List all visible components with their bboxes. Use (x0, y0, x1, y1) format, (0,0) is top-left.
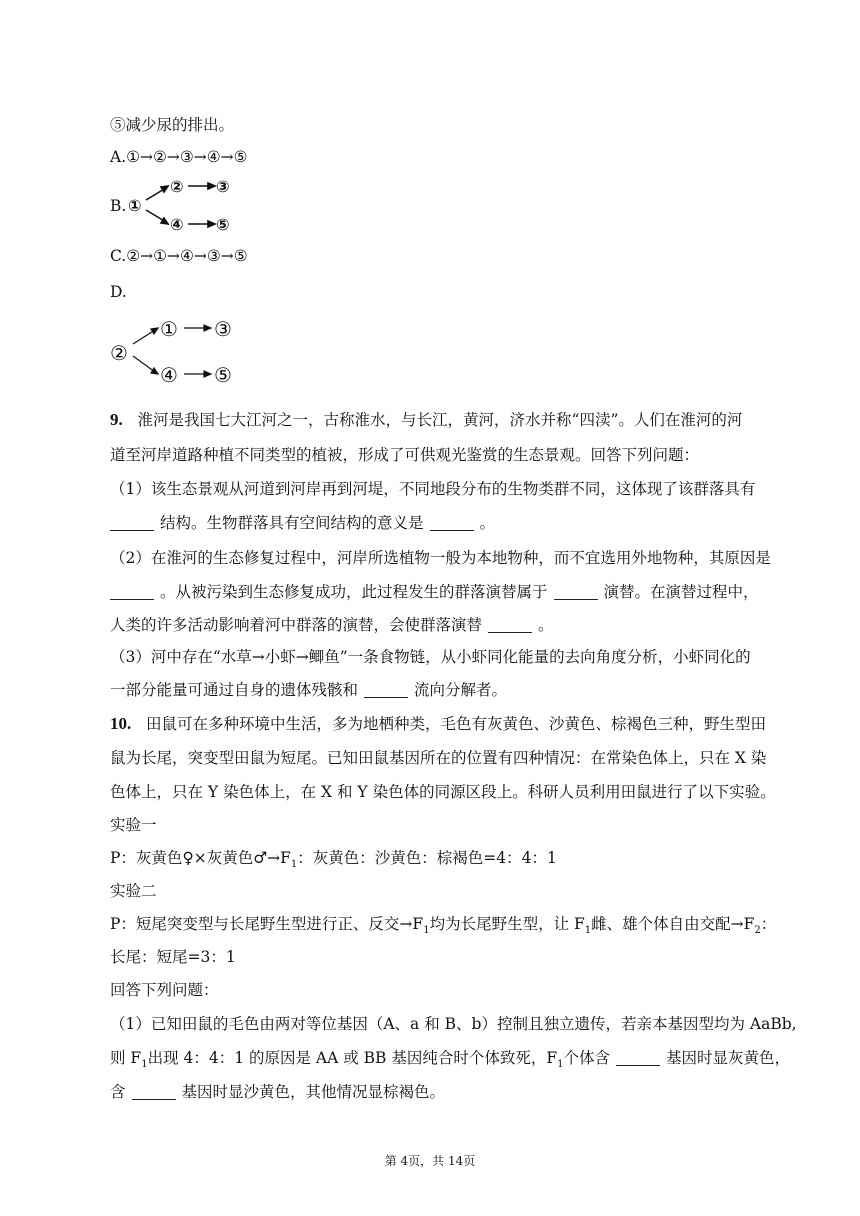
d-arrowhead-4-5 (204, 371, 211, 377)
q9-number: 9. (110, 410, 123, 429)
q9-part3-line-1: （3）河中存在“水草→小虾→鲫鱼”一条食物链，从小虾同化能量的去向角度分析，小虾同化的 (110, 648, 751, 666)
q10-exp2-line-1 (110, 912, 776, 936)
q10-number: 10. (110, 714, 132, 733)
d-arrowhead-2-1 (151, 328, 158, 334)
q8-tail: ⑤减少尿的排出。 (110, 116, 235, 134)
q9-part2-line-2 (110, 580, 759, 602)
d-node-1: ① (160, 317, 178, 341)
q10-part1-text-2a: 则 F (110, 1049, 142, 1067)
d-node-3: ③ (214, 317, 232, 341)
d-node-5: ⑤ (214, 363, 232, 386)
q9-part1-text-2b: 。 (479, 514, 496, 532)
q10-part1-text-3a: 含 (110, 1083, 126, 1101)
q9-part1-text-2a: 结构。生物群落具有空间结构的意义是 (160, 514, 424, 532)
q8-option-d-label: D. (110, 283, 127, 301)
q10-exp1-sub: 1 (290, 859, 298, 871)
q10-intro-text-1: 田鼠可在多种环境中生活，多为地栖种类，毛色有灰黄色、沙黄色、棕褐色三种，野生型田 (146, 715, 767, 733)
q9-part3-line-2 (110, 678, 507, 700)
page-footer: 第 4页，共 14页 (384, 1154, 476, 1168)
q9-blank-6[interactable] (364, 682, 408, 699)
b-node-4: ④ (170, 215, 184, 234)
d-arrowhead-1-3 (204, 325, 211, 331)
q9-part3-text-2b: 流向分解者。 (414, 681, 508, 699)
q10-part1-sub-1: 1 (141, 1059, 148, 1071)
q10-exp2-text-b: 均为长尾野生型，让 F (429, 915, 585, 933)
q10-exp1-line (110, 846, 557, 870)
q10-exp1-text-b: ：灰黄色：沙黄色：棕褐色=4：4：1 (297, 849, 557, 867)
q10-exp2-sub-3: 2 (754, 925, 761, 937)
q10-exp2-text-a: P：短尾突变型与长尾野生型进行正、反交→F (110, 915, 424, 933)
b-node-3: ③ (216, 177, 230, 196)
q10-part1-text-2d: 基因时显灰黄色， (666, 1049, 791, 1067)
q9-part1-line-1: （1）该生态景观从河道到河岸再到河堤，不同地段分布的生物类群不同，这体现了该群落具有 (110, 480, 756, 498)
q9-blank-5[interactable] (488, 617, 532, 634)
q10-exp1-text-a: P：灰黄色♀×灰黄色♂→F (110, 849, 291, 867)
q9-blank-1[interactable] (110, 515, 154, 532)
q10-exp2-sub-2: 1 (584, 925, 592, 937)
q10-blank-2[interactable] (132, 1084, 176, 1101)
b-node-2: ② (170, 177, 184, 196)
b-arrowhead-2-3 (208, 183, 215, 189)
q9-part2-line-3 (110, 613, 554, 635)
q9-part2-text-2b: 演替。在演替过程中， (603, 583, 759, 601)
b-node-5: ⑤ (216, 215, 230, 234)
q10-exp2-sub-1: 1 (423, 925, 430, 937)
b-arrowhead-4-5 (208, 221, 215, 227)
q10-intro-line-1 (110, 712, 766, 734)
q10-part1-text-2c: 个体含 (563, 1049, 611, 1067)
q10-exp2-text-c: 雌、雄个体自由交配→F (591, 915, 755, 933)
d-node-4: ④ (160, 363, 178, 386)
q10-answer-prompt: 回答下列问题： (110, 981, 219, 999)
q8-option-d-diagram (108, 312, 248, 386)
d-arrow-2-1 (133, 330, 155, 344)
d-arrowhead-2-4 (151, 368, 158, 374)
q9-intro-line-2: 道至河岸道路种植不同类型的植被，形成了可供观光鉴赏的生态景观。回答下列问题： (110, 446, 700, 464)
q9-blank-2[interactable] (430, 515, 474, 532)
q10-part1-line-2 (110, 1046, 790, 1070)
q9-part2-text-2a: 。从被污染到生态修复成功，此过程发生的群落演替属于 (160, 583, 548, 601)
q10-intro-line-3: 色体上，只在 Y 染色体上，在 X 和 Y 染色体的同源区段上。科研人员利用田鼠进行了以下实验。 (110, 783, 776, 801)
q10-intro-line-2: 鼠为长尾，突变型田鼠为短尾。已知田鼠基因所在的位置有四种情况：在常染色体上，只在 X 染 (110, 749, 767, 767)
q10-exp1-title: 实验一 (110, 816, 157, 834)
q10-part1-text-3b: 基因时显沙黄色，其他情况显棕褐色。 (181, 1083, 446, 1101)
q9-part2-text-3a: 人类的许多活动影响着河中群落的演替，会使群落演替 (110, 616, 483, 634)
d-arrow-2-4 (133, 356, 155, 372)
q9-part1-line-2 (110, 511, 495, 533)
q8-option-b-label: B. (110, 197, 127, 215)
q10-exp2-line-2: 长尾：短尾=3：1 (110, 948, 236, 966)
q8-option-b-diagram (126, 174, 256, 236)
q9-intro-text-1: 淮河是我国七大江河之一，古称淮水，与长江，黄河，济水并称“四渎”。人们在淮河的河 (137, 411, 743, 429)
q9-blank-4[interactable] (554, 584, 598, 601)
q10-part1-line-3 (110, 1080, 445, 1102)
q10-part1-sub-2: 1 (557, 1059, 564, 1071)
q9-blank-3[interactable] (110, 584, 154, 601)
q10-exp2-title: 实验二 (110, 882, 157, 900)
q10-part1-text-2b: 出现 4：4：1 的原因是 AA 或 BB 基因纯合时个体致死，F (147, 1049, 558, 1067)
q9-intro-line-1 (110, 408, 742, 430)
b-node-1: ① (128, 196, 142, 215)
q9-part3-text-2a: 一部分能量可通过自身的遗体残骸和 (110, 681, 359, 699)
q10-exp2-text-d: ： (760, 915, 777, 933)
q8-option-c: C.②→①→④→③→⑤ (110, 247, 248, 265)
d-node-2: ② (110, 341, 128, 365)
q8-option-a: A.①→②→③→④→⑤ (110, 148, 248, 166)
q9-part2-line-1: （2）在淮河的生态修复过程中，河岸所选植物一般为本地物种，而不宜选用外地物种，其原因是 (110, 549, 771, 567)
q10-part1-line-1: （1）已知田鼠的毛色由两对等位基因（A、a 和 B、b）控制且独立遗传，若亲本基因型均为 AaBb, (110, 1015, 797, 1033)
q10-blank-1[interactable] (616, 1050, 660, 1067)
q9-part2-text-3b: 。 (538, 616, 554, 634)
